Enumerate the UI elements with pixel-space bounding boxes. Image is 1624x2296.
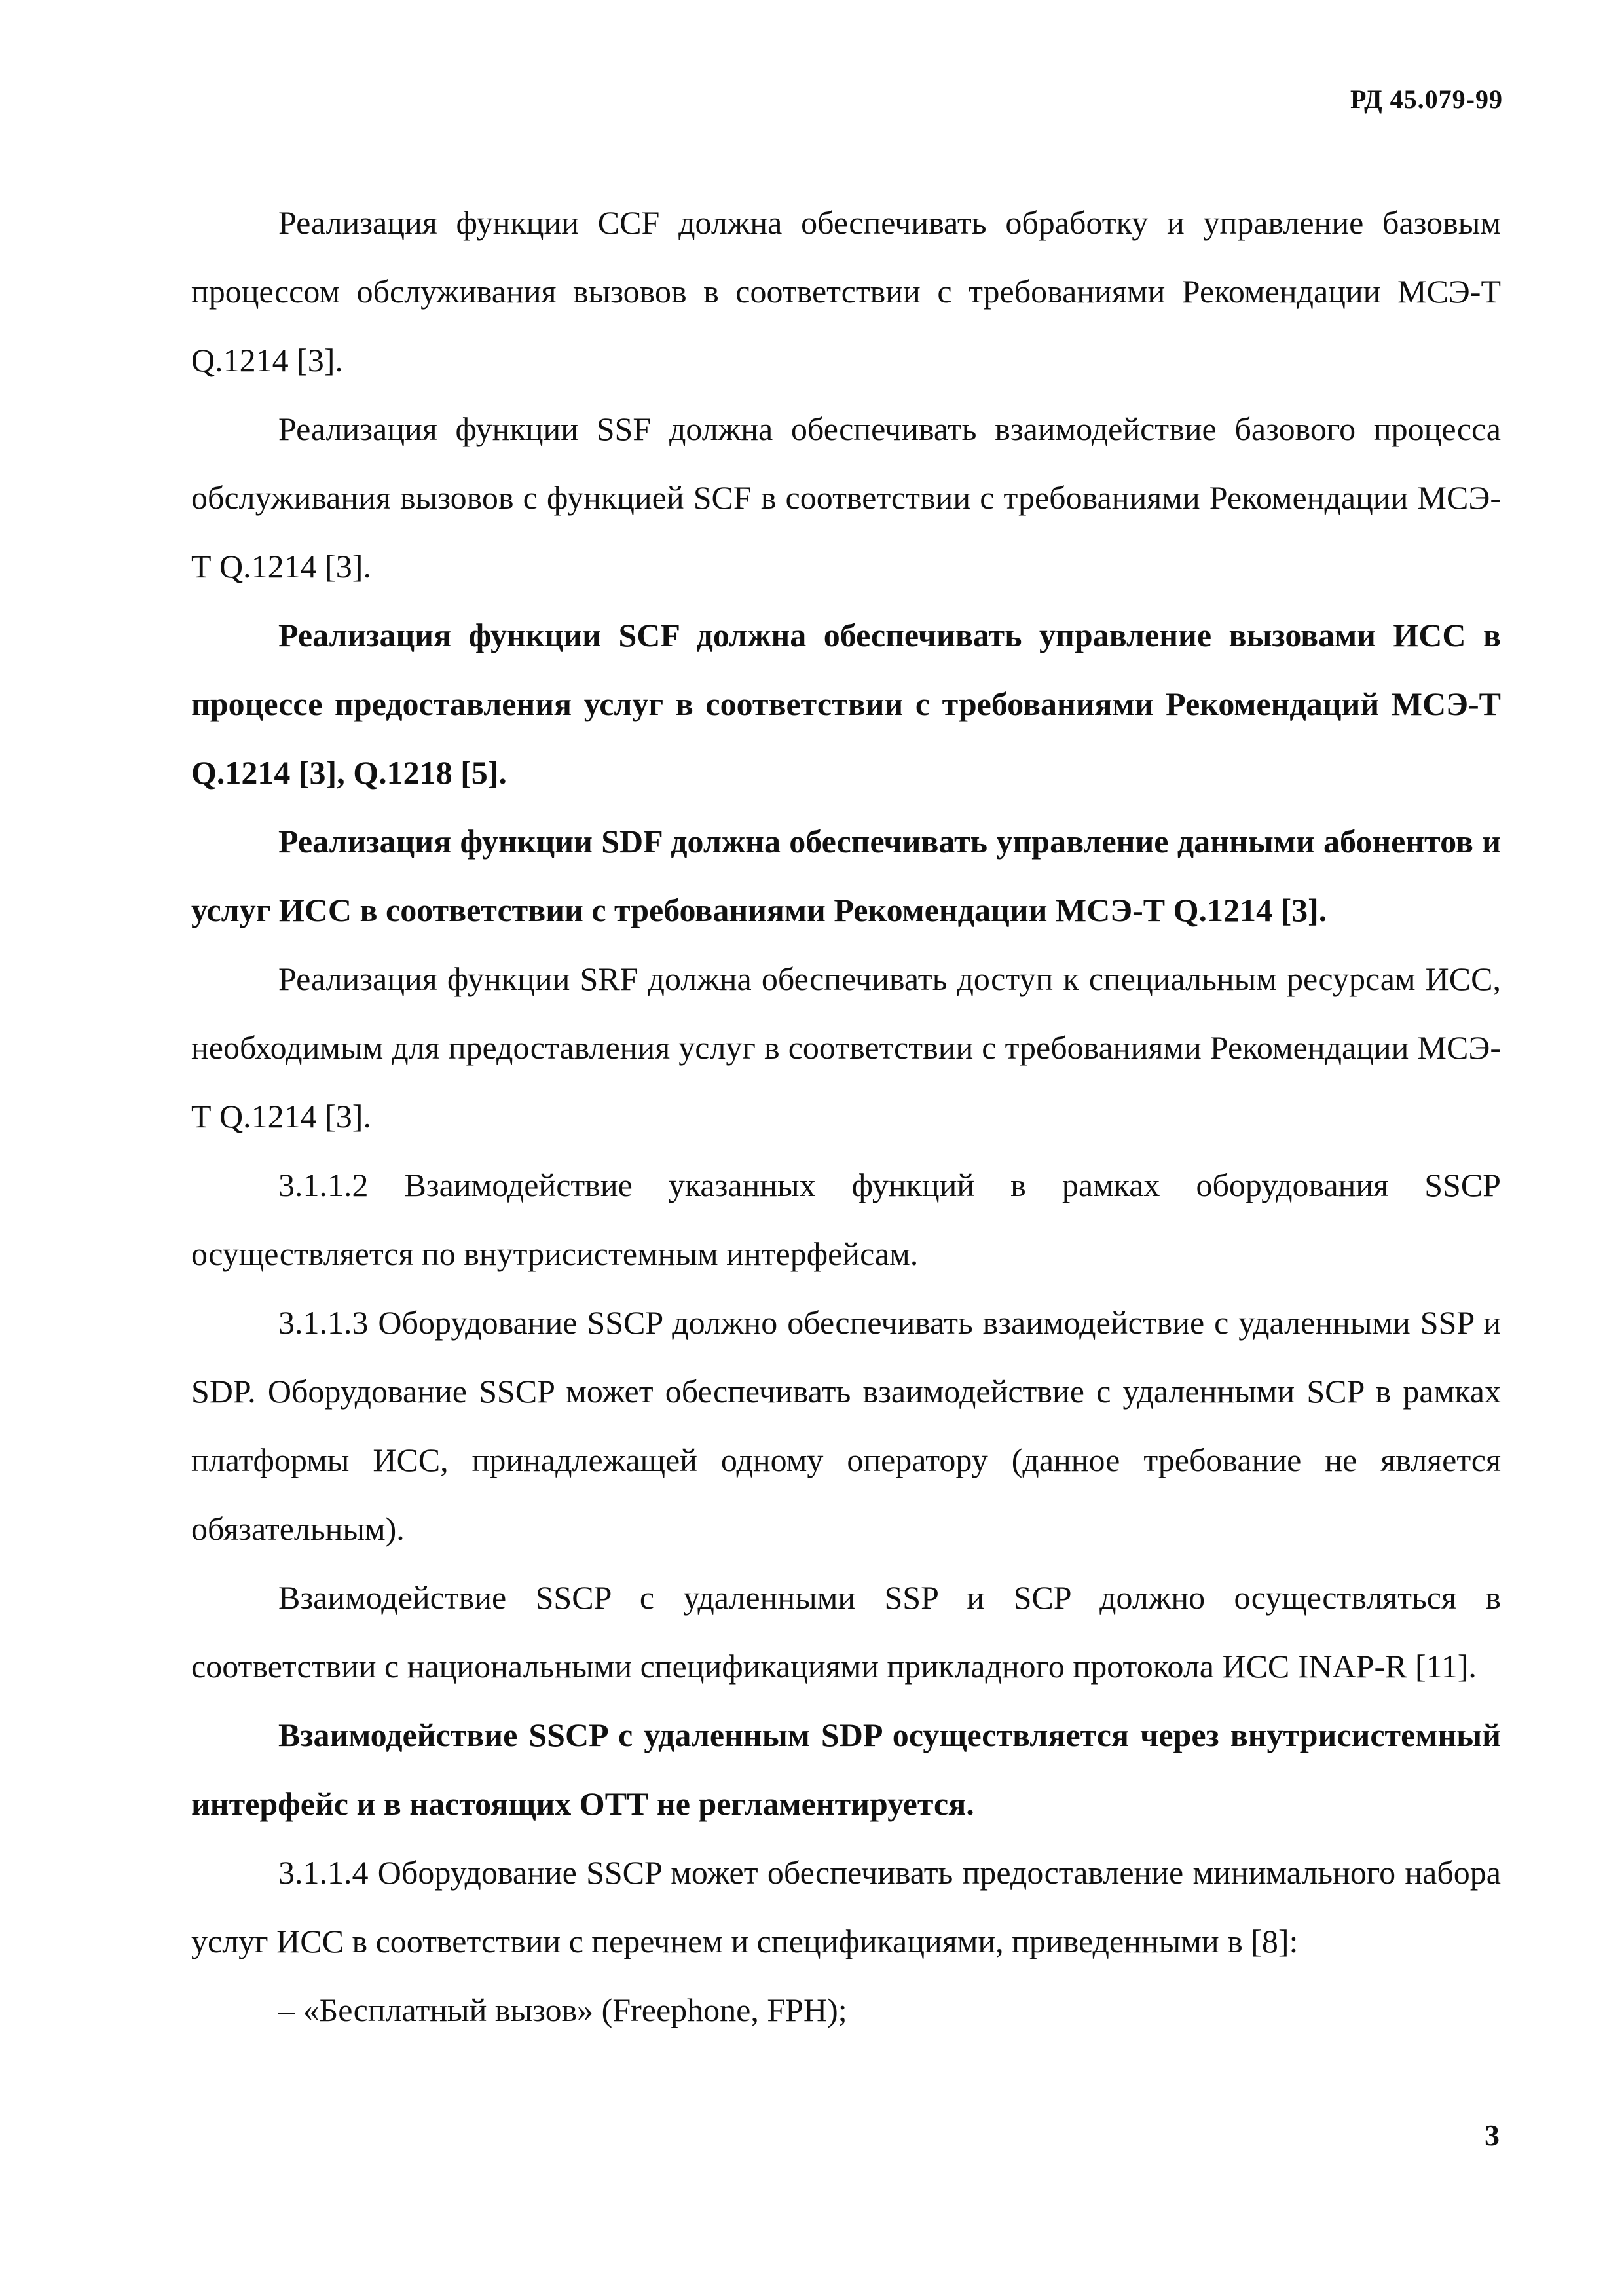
list-item-freephone: – «Бесплатный вызов» (Freephone, FPH); bbox=[278, 1992, 847, 2028]
paragraph-scf: Реализация функции SCF должна обеспечивать управление вызовами ИСС в процессе предоставления услуг в соответствии с требованиями Рекомендаций МСЭ-Т Q.1214 [3], Q.1218 [5]. bbox=[191, 617, 1501, 791]
page-number: 3 bbox=[1485, 2119, 1500, 2152]
paragraph-3-1-1-3: 3.1.1.3 Оборудование SSCP должно обеспечивать взаимодействие с удаленными SSP и SDP. Оборудование SSCP может обеспечивать взаимодействие с удаленными SCP в рамках платформы ИСС, принадлежащей одному оператору (данное требование не является обязательным). bbox=[191, 1304, 1501, 1547]
paragraph-ccf: Реализация функции CCF должна обеспечивать обработку и управление базовым процессом обслуживания вызовов в соответствии с требованиями Рекомендации МСЭ-Т Q.1214 [3]. bbox=[191, 204, 1501, 378]
paragraph-3-1-1-2: 3.1.1.2 Взаимодействие указанных функций в рамках оборудования SSCP осуществляется по внутрисистемным интерфейсам. bbox=[191, 1167, 1501, 1272]
paragraph-sscp-sdp: Взаимодействие SSCP с удаленным SDP осуществляется через внутрисистемный интерфейс и в настоящих ОТТ не регламентируется. bbox=[191, 1717, 1501, 1822]
paragraph-sdf: Реализация функции SDF должна обеспечивать управление данными абонентов и услуг ИСС в соответствии с требованиями Рекомендации МСЭ-Т Q.1214 [3]. bbox=[191, 823, 1501, 928]
paragraph-ssf: Реализация функции SSF должна обеспечивать взаимодействие базового процесса обслуживания вызовов с функцией SCF в соответствии с требованиями Рекомендации МСЭ-Т Q.1214 [3]. bbox=[191, 410, 1501, 585]
paragraph-sscp-ssp-scp: Взаимодействие SSCP с удаленными SSP и SCP должно осуществляться в соответствии с национальными спецификациями прикладного протокола ИСС INAP-R [11]. bbox=[191, 1579, 1501, 1685]
paragraph-srf: Реализация функции SRF должна обеспечивать доступ к специальным ресурсам ИСС, необходимым для предоставления услуг в соответствии с требованиями Рекомендации МСЭ-Т Q.1214 [3]. bbox=[191, 960, 1501, 1135]
paragraph-3-1-1-4: 3.1.1.4 Оборудование SSCP может обеспечивать предоставление минимального набора услуг ИСС в соответствии с перечнем и спецификациями, приведенными в [8]: bbox=[191, 1854, 1501, 1959]
document-body bbox=[191, 189, 1501, 2045]
document-code: РД 45.079-99 bbox=[1350, 84, 1503, 114]
